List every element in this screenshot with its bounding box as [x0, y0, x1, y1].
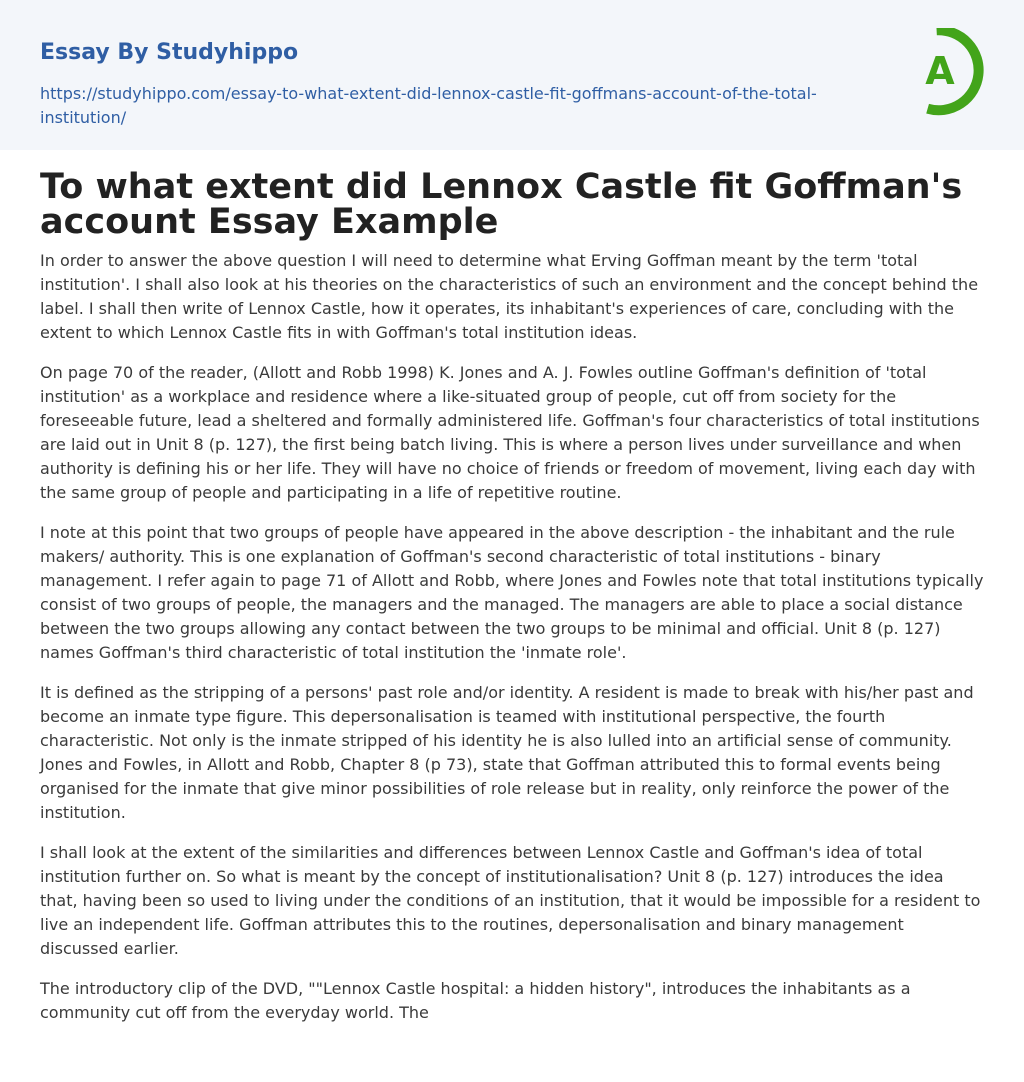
- source-url-link[interactable]: https://studyhippo.com/essay-to-what-extent-did-lennox-castle-fit-goffmans-account-of-the-total-institution/: [40, 84, 817, 127]
- essay-paragraph: I shall look at the extent of the similarities and differences between Lennox Castle and Goffman's idea of total institution further on. So what is meant by the concept of institutionalisation? Unit 8 (p. 127) introduces the idea that, having been so used to living under the conditions of an institution, that it would be impossible for a resident to live an independent life. Goffman attributes this to the routines, depersonalisation and binary management discussed earlier.: [40, 843, 981, 958]
- essay-title: To what extent did Lennox Castle fit Goffman's account Essay Example: [40, 167, 963, 242]
- site-header: [0, 0, 1024, 150]
- essay-paragraph: It is defined as the stripping of a persons' past role and/or identity. A resident is made to break with his/her past and become an inmate type figure. This depersonalisation is teamed with institutional perspective, the fourth characteristic. Not only is the inmate stripped of his identity he is also lulled into an artificial sense of community. Jones and Fowles, in Allott and Robb, Chapter 8 (p 73), state that Goffman attributed this to formal events being organised for the inmate that give minor possibilities of role release but in reality, only reinforce the power of the institution.: [40, 683, 974, 822]
- essay-paragraph: In order to answer the above question I will need to determine what Erving Goffman meant by the term 'total institution'. I shall also look at his theories on the characteristics of such an environment and the concept behind the label. I shall then write of Lennox Castle, how it operates, its inhabitant's experiences of care, concluding with the extent to which Lennox Castle fits in with Goffman's total institution ideas.: [40, 251, 979, 342]
- essay-body: [40, 249, 986, 1041]
- essay-paragraph: I note at this point that two groups of people have appeared in the above description - the inhabitant and the rule makers/ authority. This is one explanation of Goffman's second characteristic of total institutions - binary management. I refer again to page 71 of Allott and Robb, where Jones and Fowles note that total institutions typically consist of two groups of people, the managers and the managed. The managers are able to place a social distance between the two groups allowing any contact between the two groups to be minimal and official. Unit 8 (p. 127) names Goffman's third characteristic of total institution the 'inmate role'.: [40, 523, 984, 662]
- logo-letter: A: [925, 49, 955, 93]
- essay-paragraph: The introductory clip of the DVD, ""Lennox Castle hospital: a hidden history", introduces the inhabitants as a community cut off from the everyday world. The: [40, 979, 911, 1022]
- essay-paragraph: On page 70 of the reader, (Allott and Robb 1998) K. Jones and A. J. Fowles outline Goffman's definition of 'total institution' as a workplace and residence where a like-situated group of people, cut off from society for the foreseeable future, lead a sheltered and formally administered life. Goffman's four characteristics of total institutions are laid out in Unit 8 (p. 127), the first being batch living. This is where a person lives under surveillance and when authority is defining his or her life. They will have no choice of friends or freedom of movement, living each day with the same group of people and participating in a life of repetitive routine.: [40, 363, 980, 502]
- studyhippo-logo-icon: [906, 28, 990, 116]
- brand-title: Essay By Studyhippo: [40, 40, 299, 65]
